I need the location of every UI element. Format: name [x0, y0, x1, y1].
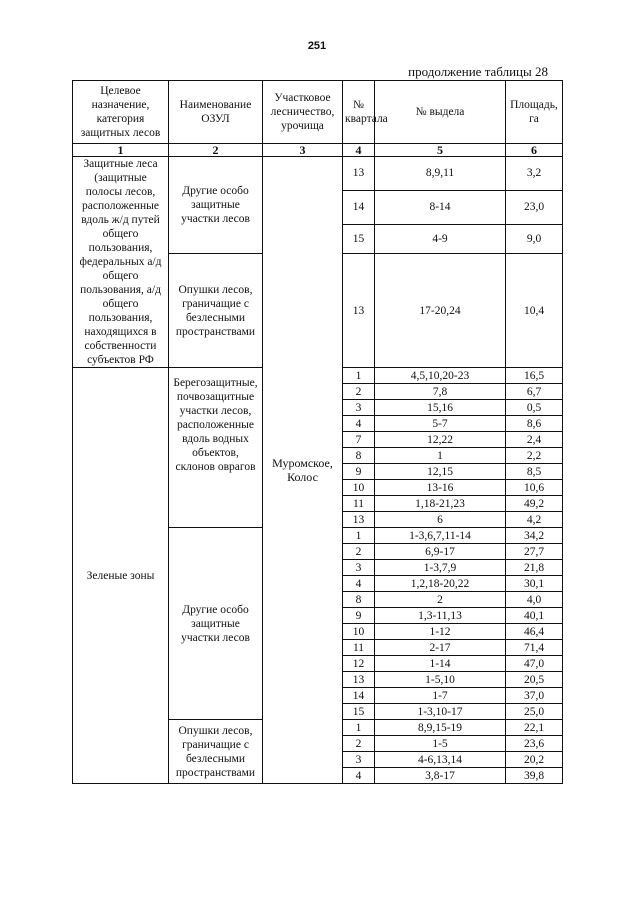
- col-num: 4: [343, 144, 375, 157]
- plot-cell: 12,15: [375, 464, 506, 480]
- ozul-other-1: Другие особо защитные участки лесов: [169, 157, 263, 254]
- area-cell: 71,4: [506, 640, 563, 656]
- quarter-cell: 3: [343, 400, 375, 416]
- plot-cell: 1-14: [375, 656, 506, 672]
- forest-table: [72, 80, 563, 784]
- header-ozul: Наименование ОЗУЛ: [169, 81, 263, 144]
- area-cell: 6,7: [506, 384, 563, 400]
- area-cell: 16,5: [506, 368, 563, 384]
- quarter-cell: 15: [343, 704, 375, 720]
- plot-cell: 1-5,10: [375, 672, 506, 688]
- quarter-cell: 13: [343, 254, 375, 368]
- area-cell: 4,0: [506, 592, 563, 608]
- area-cell: 0,5: [506, 400, 563, 416]
- area-cell: 25,0: [506, 704, 563, 720]
- area-cell: 34,2: [506, 528, 563, 544]
- header-area: Площадь, га: [506, 81, 563, 144]
- plot-cell: 1-5: [375, 736, 506, 752]
- quarter-cell: 14: [343, 688, 375, 704]
- col-num: 6: [506, 144, 563, 157]
- quarter-cell: 8: [343, 448, 375, 464]
- plot-cell: 2-17: [375, 640, 506, 656]
- area-cell: 4,2: [506, 512, 563, 528]
- plot-cell: 17-20,24: [375, 254, 506, 368]
- col-num: 5: [375, 144, 506, 157]
- area-cell: 8,5: [506, 464, 563, 480]
- plot-cell: 1: [375, 448, 506, 464]
- quarter-cell: 3: [343, 752, 375, 768]
- quarter-cell: 4: [343, 768, 375, 784]
- quarter-cell: 2: [343, 384, 375, 400]
- plot-cell: 4-6,13,14: [375, 752, 506, 768]
- quarter-cell: 10: [343, 480, 375, 496]
- plot-cell: 1,3-11,13: [375, 608, 506, 624]
- plot-cell: 6: [375, 512, 506, 528]
- ozul-edges-1: Опушки лесов, граничащие с безлесными пространствами: [169, 254, 263, 368]
- plot-cell: 8-14: [375, 190, 506, 224]
- col-num: 3: [263, 144, 343, 157]
- area-cell: 23,6: [506, 736, 563, 752]
- col-num: 1: [73, 144, 169, 157]
- quarter-cell: 1: [343, 720, 375, 736]
- quarter-cell: 4: [343, 576, 375, 592]
- column-number-row: [73, 144, 563, 157]
- plot-cell: 4-9: [375, 224, 506, 254]
- quarter-cell: 13: [343, 157, 375, 191]
- plot-cell: 8,9,11: [375, 157, 506, 191]
- area-cell: 37,0: [506, 688, 563, 704]
- plot-cell: 5-7: [375, 416, 506, 432]
- quarter-cell: 13: [343, 672, 375, 688]
- area-cell: 2,2: [506, 448, 563, 464]
- category-protective: Защитные леса (защитные полосы лесов, расположенные вдоль ж/д путей общего пользования, федеральных а/д общего пользования, а/д общего пользования, находящихся в собственности субъектов РФ: [73, 157, 169, 368]
- plot-cell: 12,22: [375, 432, 506, 448]
- area-cell: 20,2: [506, 752, 563, 768]
- plot-cell: 6,9-17: [375, 544, 506, 560]
- quarter-cell: 14: [343, 190, 375, 224]
- plot-cell: 2: [375, 592, 506, 608]
- area-cell: 20,5: [506, 672, 563, 688]
- forestry-cell: Муромское, Колос: [263, 157, 343, 784]
- area-cell: 39,8: [506, 768, 563, 784]
- area-cell: 22,1: [506, 720, 563, 736]
- area-cell: 9,0: [506, 224, 563, 254]
- plot-cell: 13-16: [375, 480, 506, 496]
- quarter-cell: 3: [343, 560, 375, 576]
- area-cell: 27,7: [506, 544, 563, 560]
- area-cell: 30,1: [506, 576, 563, 592]
- area-cell: 47,0: [506, 656, 563, 672]
- area-cell: 23,0: [506, 190, 563, 224]
- header-purpose: Целевое назначение, категория защитных лесов: [73, 81, 169, 144]
- quarter-cell: 11: [343, 496, 375, 512]
- plot-cell: 7,8: [375, 384, 506, 400]
- quarter-cell: 11: [343, 640, 375, 656]
- quarter-cell: 1: [343, 368, 375, 384]
- table-row: [73, 157, 563, 191]
- quarter-cell: 10: [343, 624, 375, 640]
- page-number: 251: [307, 40, 327, 52]
- plot-cell: 1-3,6,7,11-14: [375, 528, 506, 544]
- ozul-shore: Берегозащитные, почвозащитные участки лесов, расположенные вдоль водных объектов, склонов оврагов: [169, 368, 263, 528]
- ozul-edges-2: Опушки лесов, граничащие с безлесными пространствами: [169, 720, 263, 784]
- area-cell: 10,4: [506, 254, 563, 368]
- col-num: 2: [169, 144, 263, 157]
- quarter-cell: 15: [343, 224, 375, 254]
- area-cell: 49,2: [506, 496, 563, 512]
- area-cell: 10,6: [506, 480, 563, 496]
- plot-cell: 1-7: [375, 688, 506, 704]
- quarter-cell: 9: [343, 608, 375, 624]
- category-green-zones: Зеленые зоны: [73, 368, 169, 784]
- plot-cell: 4,5,10,20-23: [375, 368, 506, 384]
- header-forestry: Участковое лесничество, урочища: [263, 81, 343, 144]
- header-row: [73, 81, 563, 144]
- quarter-cell: 9: [343, 464, 375, 480]
- ozul-other-2: Другие особо защитные участки лесов: [169, 528, 263, 720]
- quarter-cell: 4: [343, 416, 375, 432]
- quarter-cell: 13: [343, 512, 375, 528]
- area-cell: 21,8: [506, 560, 563, 576]
- quarter-cell: 2: [343, 544, 375, 560]
- quarter-cell: 8: [343, 592, 375, 608]
- area-cell: 46,4: [506, 624, 563, 640]
- quarter-cell: 2: [343, 736, 375, 752]
- area-cell: 3,2: [506, 157, 563, 191]
- header-plot: № выдела: [375, 81, 506, 144]
- plot-cell: 1-3,10-17: [375, 704, 506, 720]
- area-cell: 2,4: [506, 432, 563, 448]
- quarter-cell: 1: [343, 528, 375, 544]
- table-caption: продолжение таблицы 28: [408, 64, 548, 79]
- plot-cell: 15,16: [375, 400, 506, 416]
- plot-cell: 3,8-17: [375, 768, 506, 784]
- area-cell: 8,6: [506, 416, 563, 432]
- plot-cell: 1-12: [375, 624, 506, 640]
- header-quarter: № квартала: [343, 81, 375, 144]
- quarter-cell: 7: [343, 432, 375, 448]
- plot-cell: 1-3,7,9: [375, 560, 506, 576]
- plot-cell: 1,2,18-20,22: [375, 576, 506, 592]
- area-cell: 40,1: [506, 608, 563, 624]
- plot-cell: 1,18-21,23: [375, 496, 506, 512]
- plot-cell: 8,9,15-19: [375, 720, 506, 736]
- quarter-cell: 12: [343, 656, 375, 672]
